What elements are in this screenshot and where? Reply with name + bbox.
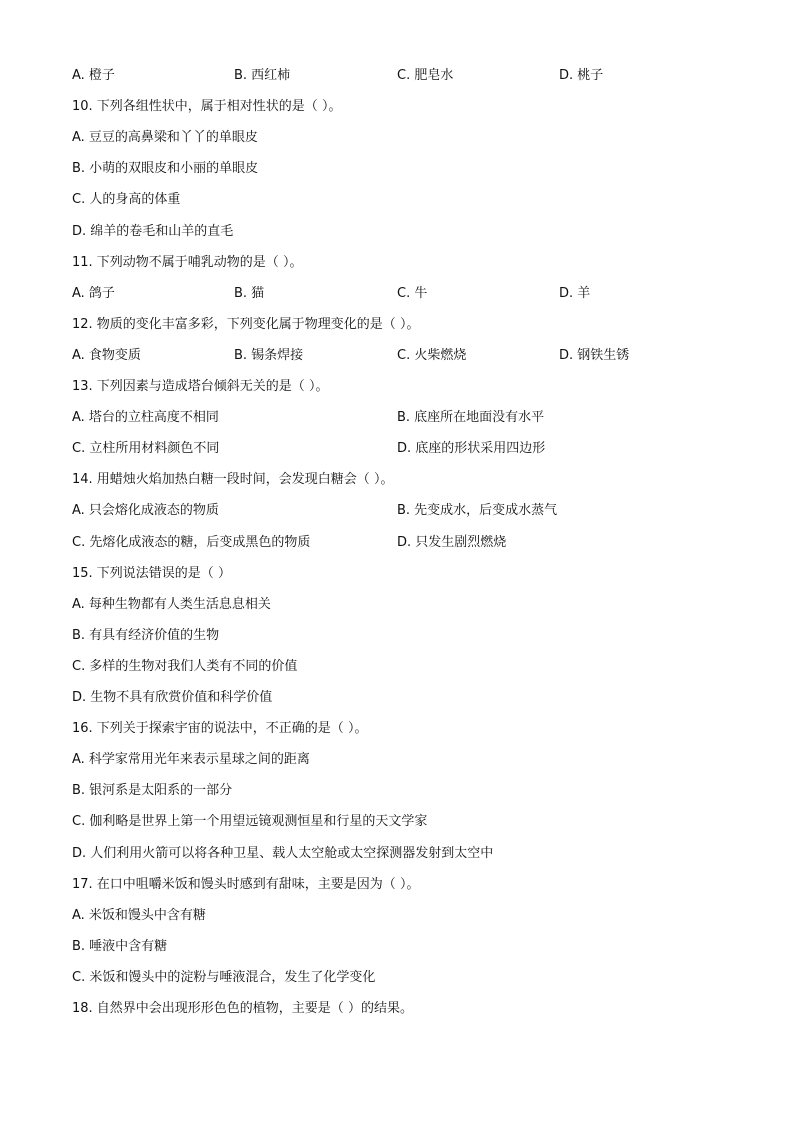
option-item: A. 塔台的立柱高度不相同: [72, 410, 219, 426]
question-line: A. 豆豆的高鼻梁和丫丫的单眼皮: [72, 130, 258, 146]
option-item: A. 橙子: [72, 68, 115, 83]
question-line: A. 每种生物都有人类生活息息相关: [72, 596, 271, 612]
options-row: [72, 439, 732, 459]
option-item: D. 桃子: [559, 68, 604, 83]
question-line: 17. 在口中咀嚼米饭和馒头时感到有甜味，主要是因为（ ）。: [72, 876, 420, 892]
question-line: B. 银河系是太阳系的一部分: [72, 783, 233, 799]
option-item: C. 火柴燃烧: [397, 347, 467, 363]
question-line: A. 科学家常用光年来表示星球之间的距离: [72, 752, 310, 768]
question-line: C. 人的身高的体重: [72, 192, 181, 208]
options-row: [72, 66, 732, 86]
options-row: [72, 284, 732, 304]
option-item: B. 先变成水，后变成水蒸气: [397, 503, 558, 519]
options-row: [72, 501, 732, 521]
option-item: A. 只会熔化成液态的物质: [72, 503, 219, 519]
options-row: [72, 346, 732, 366]
question-line: 16. 下列关于探索宇宙的说法中，不正确的是（ ）。: [72, 721, 368, 737]
option-item: C. 牛: [397, 285, 428, 301]
question-line: 10. 下列各组性状中，属于相对性状的是（ ）。: [72, 99, 342, 115]
question-line: 14. 用蜡烛火焰加热白糖一段时间，会发现白糖会（ ）。: [72, 472, 394, 488]
question-line: A. 米饭和馒头中含有糖: [72, 907, 206, 923]
option-item: C. 先熔化成液态的糖，后变成黑色的物质: [72, 534, 311, 550]
option-item: D. 羊: [559, 285, 591, 301]
options-row: [72, 533, 732, 553]
question-line: B. 有具有经济价值的生物: [72, 627, 220, 643]
option-item: D. 只发生剧烈燃烧: [397, 534, 507, 550]
option-item: C. 肥皂水: [397, 68, 454, 83]
option-item: C. 立柱所用材料颜色不同: [72, 441, 220, 457]
question-line: 12. 物质的变化丰富多彩，下列变化属于物理变化的是（ ）。: [72, 316, 420, 332]
question-line: 15. 下列说法错误的是（ ）: [72, 565, 231, 581]
question-line: D. 人们利用火箭可以将各种卫星、载人太空舱或太空探测器发射到太空中: [72, 845, 494, 861]
option-item: A. 食物变质: [72, 347, 141, 363]
question-line: C. 伽利略是世界上第一个用望远镜观测恒星和行星的天文学家: [72, 814, 428, 830]
question-line: B. 小萌的双眼皮和小丽的单眼皮: [72, 161, 259, 177]
option-item: D. 底座的形状采用四边形: [397, 441, 546, 457]
question-line: D. 绵羊的卷毛和山羊的直毛: [72, 223, 234, 239]
option-item: B. 底座所在地面没有水平: [397, 410, 545, 426]
options-row: [72, 408, 732, 428]
option-item: D. 钢铁生锈: [559, 347, 630, 363]
question-line: 13. 下列因素与造成塔台倾斜无关的是（ ）。: [72, 379, 329, 394]
question-line: D. 生物不具有欣赏价值和科学价值: [72, 690, 273, 705]
question-line: B. 唾液中含有糖: [72, 938, 168, 954]
option-item: B. 锡条焊接: [234, 347, 304, 363]
question-line: C. 多样的生物对我们人类有不同的价值: [72, 658, 298, 674]
question-line: 18. 自然界中会出现形形色色的植物，主要是（ ）的结果。: [72, 1001, 413, 1016]
option-item: B. 猫: [234, 285, 265, 301]
option-item: A. 鸽子: [72, 285, 115, 301]
question-line: 11. 下列动物不属于哺乳动物的是（ ）。: [72, 254, 303, 270]
option-item: B. 西红柿: [234, 68, 291, 83]
question-line: C. 米饭和馒头中的淀粉与唾液混合，发生了化学变化: [72, 969, 376, 985]
